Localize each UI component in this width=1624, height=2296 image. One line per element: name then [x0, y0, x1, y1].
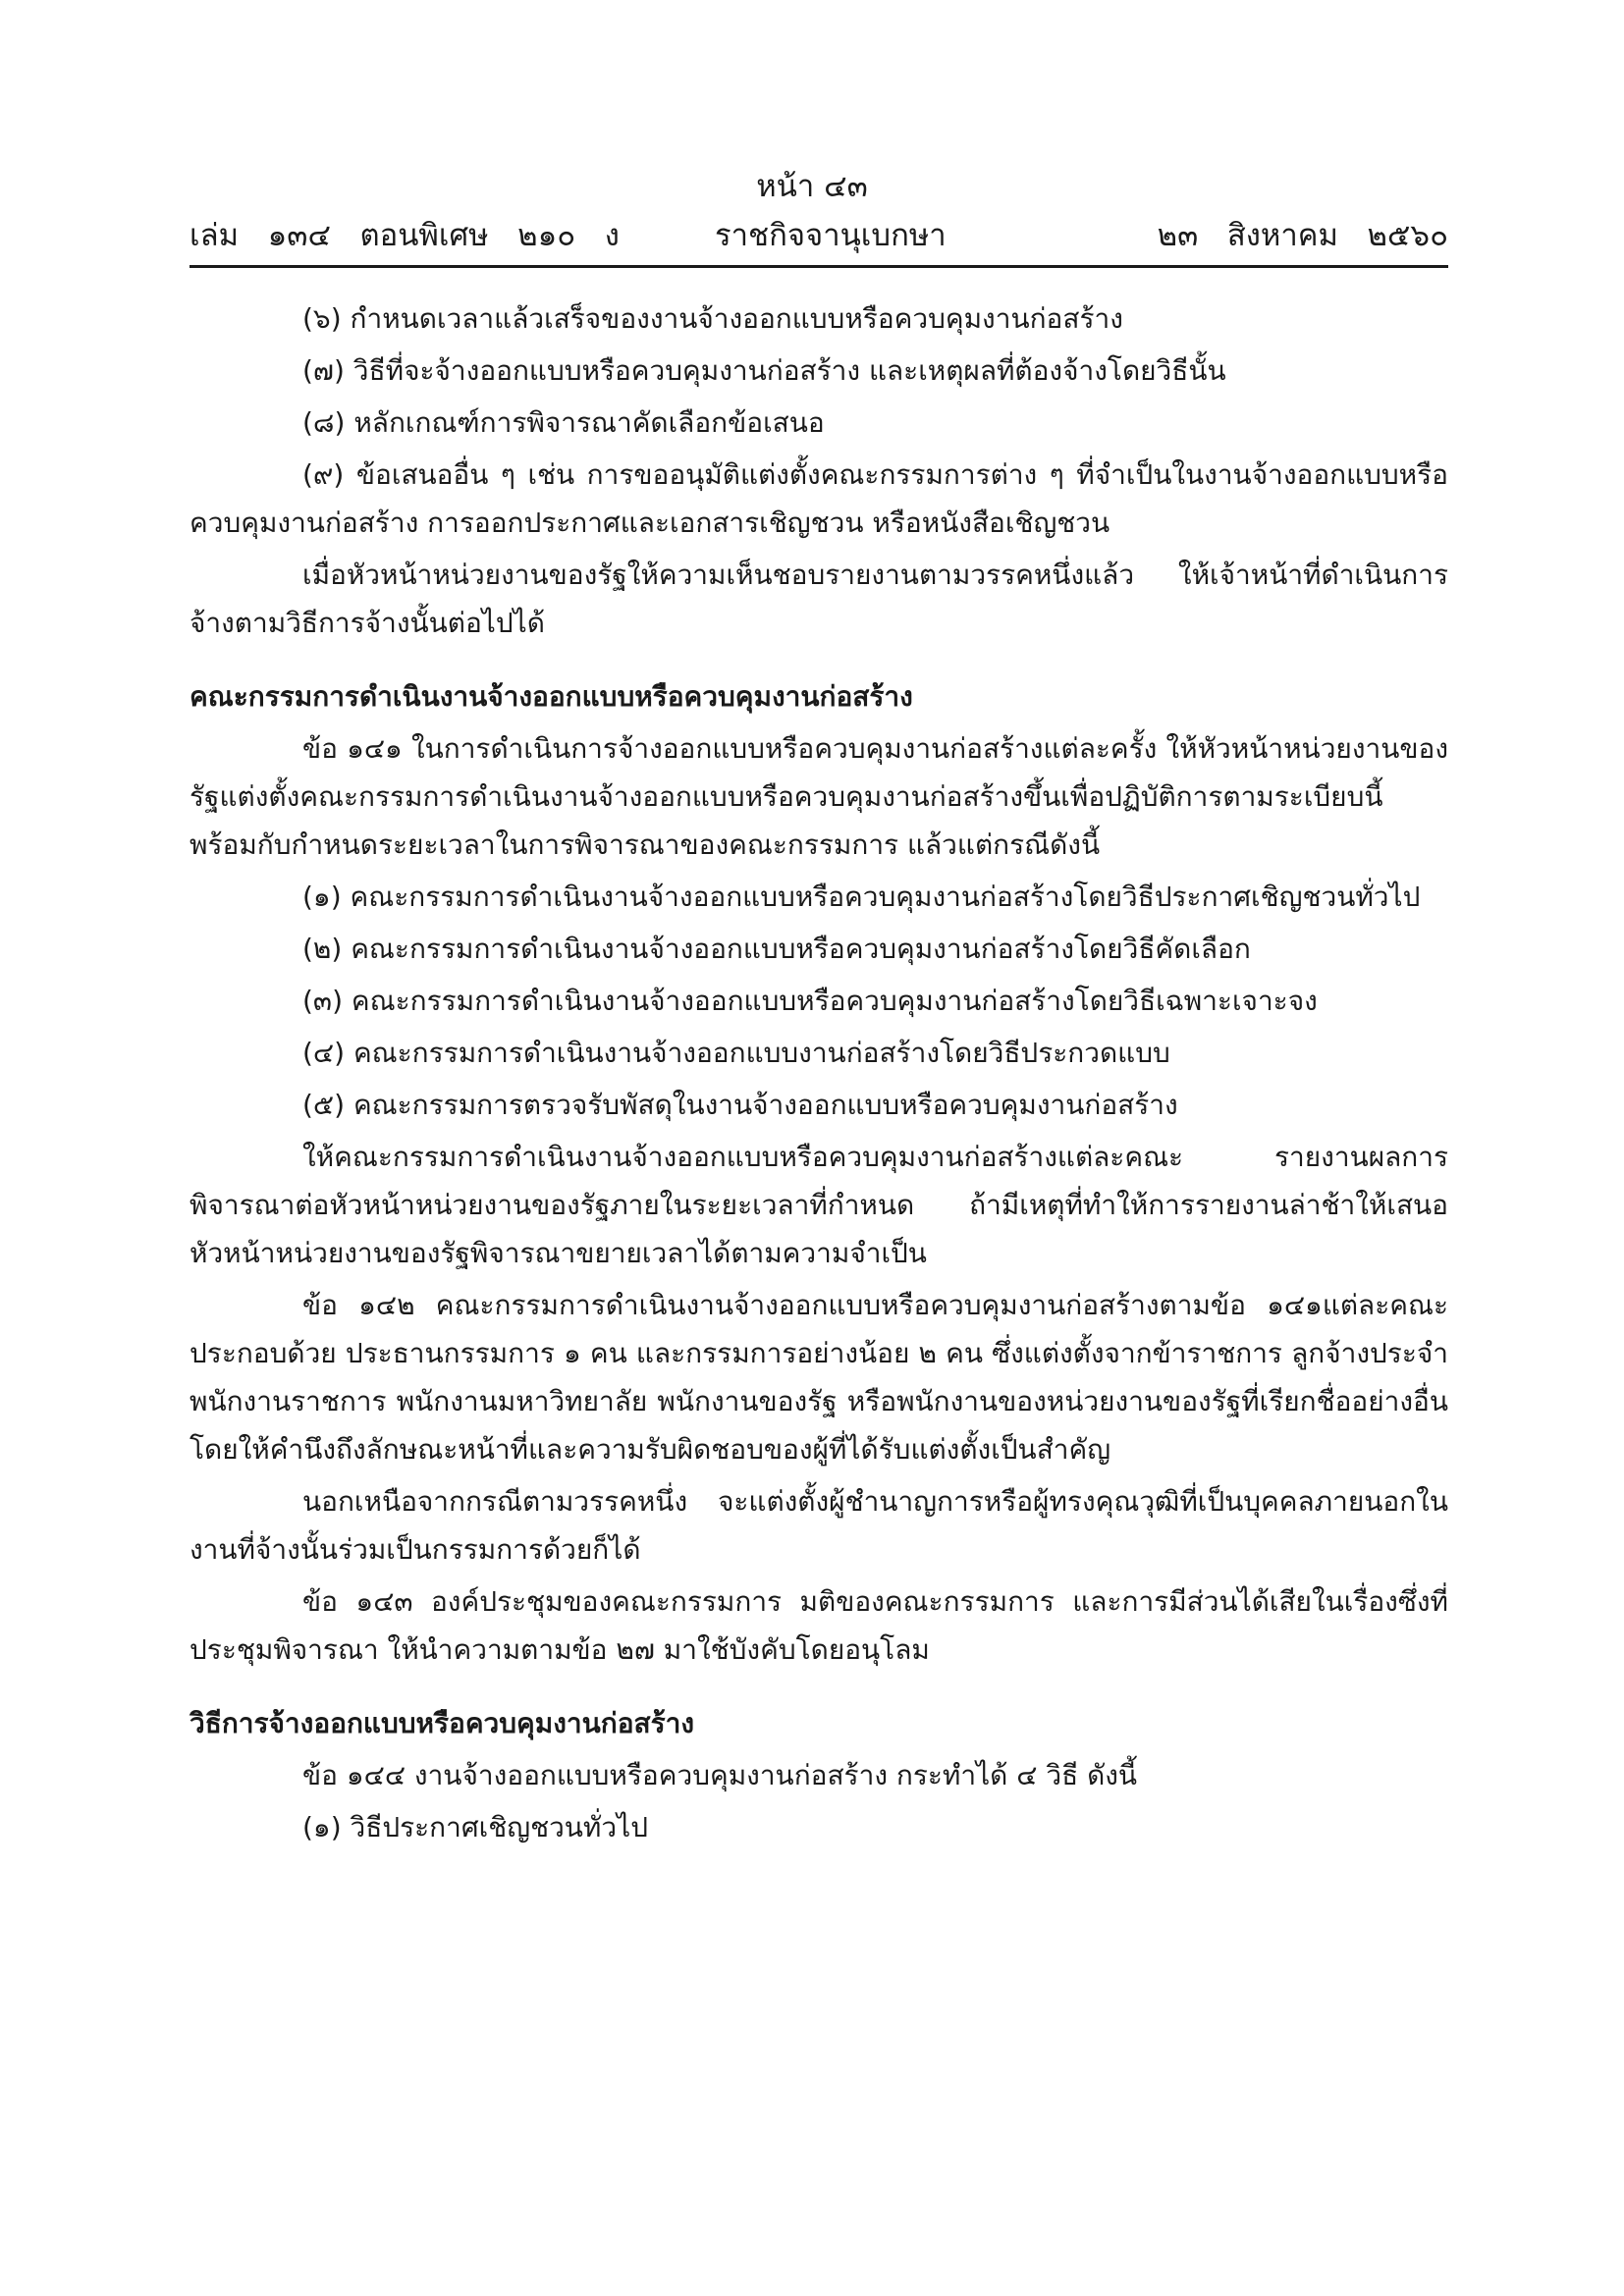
paragraph: (๕) คณะกรรมการตรวจรับพัสดุในงานจ้างออกแบบหรือควบคุมงานก่อสร้าง [302, 1089, 1178, 1121]
paragraph: (๘) หลักเกณฑ์การพิจารณาคัดเลือกข้อเสนอ [302, 406, 825, 439]
volume-info: เล่ม ๑๓๔ ตอนพิเศษ ๒๑๐ ง [189, 218, 620, 253]
paragraph: (๗) วิธีที่จะจ้างออกแบบหรือควบคุมงานก่อสร้าง และเหตุผลที่ต้องจ้างโดยวิธีนั้น [302, 354, 1226, 387]
paragraph: ข้อ ๑๔๑ ในการดำเนินการจ้างออกแบบหรือควบคุมงานก่อสร้างแต่ละครั้ง ให้หัวหน้าหน่วยงานของรัฐแต่งตั้งคณะกรรมการดำเนินงานจ้างออกแบบหรือควบคุมงานก่อสร้างขึ้นเพื่อปฏิบัติการตามระเบียบนี้ พร้อมกับกำหนดระยะเวลาในการพิจารณาของคณะกรรมการ แล้วแต่กรณีดังนี้ [189, 732, 1448, 861]
page-number: หน้า ๔๓ [756, 169, 868, 204]
paragraph: ข้อ ๑๔๒ คณะกรรมการดำเนินงานจ้างออกแบบหรือควบคุมงานก่อสร้างตามข้อ ๑๔๑แต่ละคณะประกอบด้วย ประธานกรรมการ ๑ คน และกรรมการอย่างน้อย ๒ คน ซึ่งแต่งตั้งจากข้าราชการ ลูกจ้างประจำ พนักงานราชการ พนักงานมหาวิทยาลัย พนักงานของรัฐ หรือพนักงานของหน่วยงานของรัฐที่เรียกชื่ออย่างอื่น โดยให้คำนึงถึงลักษณะหน้าที่และความรับผิดชอบของผู้ที่ได้รับแต่งตั้งเป็นสำคัญ [189, 1289, 1448, 1466]
paragraph: (๓) คณะกรรมการดำเนินงานจ้างออกแบบหรือควบคุมงานก่อสร้างโดยวิธีเฉพาะเจาะจง [302, 985, 1318, 1017]
document-body [189, 294, 1448, 1855]
paragraph: นอกเหนือจากกรณีตามวรรคหนึ่ง จะแต่งตั้งผู้ชำนาญการหรือผู้ทรงคุณวุฒิที่เป็นบุคคลภายนอกในงานที่จ้างนั้นร่วมเป็นกรรมการด้วยก็ได้ [189, 1485, 1448, 1566]
publication-date: ๒๓ สิงหาคม ๒๕๖๐ [1157, 218, 1448, 253]
paragraph: (๑) วิธีประกาศเชิญชวนทั่วไป [302, 1811, 648, 1843]
paragraph: ข้อ ๑๔๔ งานจ้างออกแบบหรือควบคุมงานก่อสร้าง กระทำได้ ๔ วิธี ดังนี้ [302, 1759, 1138, 1791]
header-divider [189, 265, 1448, 268]
paragraph: (๖) กำหนดเวลาแล้วเสร็จของงานจ้างออกแบบหรือควบคุมงานก่อสร้าง [302, 302, 1123, 335]
paragraph: (๑) คณะกรรมการดำเนินงานจ้างออกแบบหรือควบคุมงานก่อสร้างโดยวิธีประกาศเชิญชวนทั่วไป [302, 881, 1421, 913]
gazette-header [189, 214, 1448, 257]
gazette-title: ราชกิจจานุเบกษา [715, 218, 947, 253]
paragraph: เมื่อหัวหน้าหน่วยงานของรัฐให้ความเห็นชอบรายงานตามวรรคหนึ่งแล้ว ให้เจ้าหน้าที่ดำเนินการจ้างตามวิธีการจ้างนั้นต่อไปได้ [189, 559, 1448, 639]
paragraph: ข้อ ๑๔๓ องค์ประชุมของคณะกรรมการ มติของคณะกรรมการ และการมีส่วนได้เสียในเรื่องซึ่งที่ประชุมพิจารณา ให้นำความตามข้อ ๒๗ มาใช้บังคับโดยอนุโลม [189, 1585, 1448, 1666]
section-heading: วิธีการจ้างออกแบบหรือควบคุมงานก่อสร้าง [189, 1707, 695, 1739]
paragraph: (๙) ข้อเสนออื่น ๆ เช่น การขออนุมัติแต่งตั้งคณะกรรมการต่าง ๆ ที่จำเป็นในงานจ้างออกแบบหรือควบคุมงานก่อสร้าง การออกประกาศและเอกสารเชิญชวน หรือหนังสือเชิญชวน [189, 458, 1448, 539]
paragraph: (๒) คณะกรรมการดำเนินงานจ้างออกแบบหรือควบคุมงานก่อสร้างโดยวิธีคัดเลือก [302, 933, 1251, 965]
paragraph: (๔) คณะกรรมการดำเนินงานจ้างออกแบบงานก่อสร้างโดยวิธีประกวดแบบ [302, 1037, 1170, 1069]
paragraph: ให้คณะกรรมการดำเนินงานจ้างออกแบบหรือควบคุมงานก่อสร้างแต่ละคณะ รายงานผลการพิจารณาต่อหัวหน้าหน่วยงานของรัฐภายในระยะเวลาที่กำหนด ถ้ามีเหตุที่ทำให้การรายงานล่าช้าให้เสนอหัวหน้าหน่วยงานของรัฐพิจารณาขยายเวลาได้ตามความจำเป็น [189, 1141, 1448, 1269]
section-heading: คณะกรรมการดำเนินงานจ้างออกแบบหรือควบคุมงานก่อสร้าง [189, 680, 913, 713]
